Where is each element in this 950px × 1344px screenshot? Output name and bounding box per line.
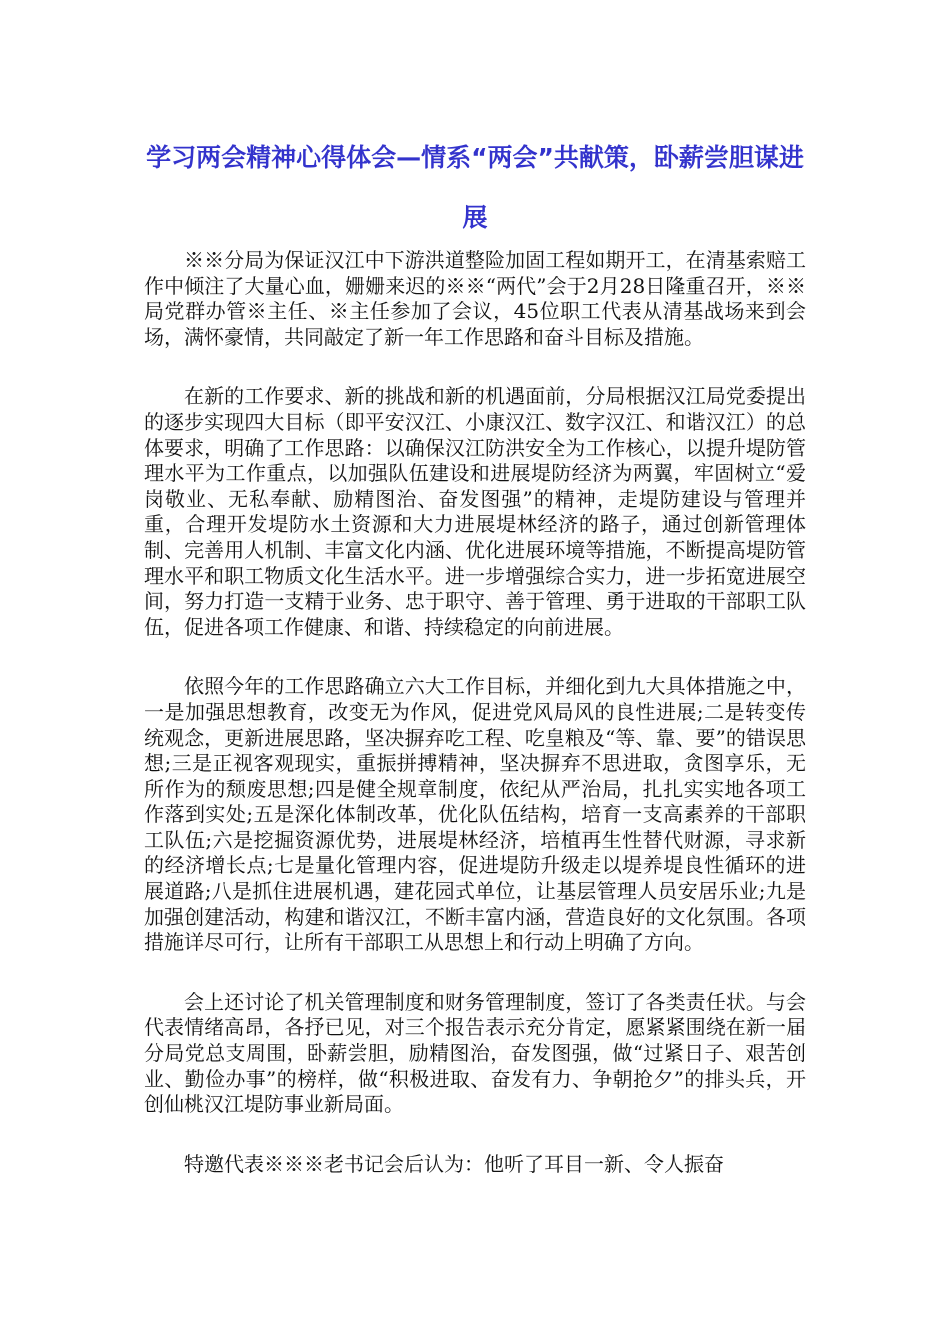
paragraph-5: 特邀代表※※※老书记会后认为：他听了耳目一新、令人振奋 xyxy=(184,1151,724,1176)
paragraph-3: 依照今年的工作思路确立六大工作目标，并细化到九大具体措施之中，一是加强思想教育，改变无为作风，促进党风局风的良性进展;二是转变传统观念，更新进展思路，坚决摒弃吃工程、吃皇粮及“等、靠、要”的错误思想;三是正视客观现实，重振拼搏精神，坚决摒弃不思进取，贪图享乐，无所作为的颓废思想;四是健全规章制度，依纪从严治局，扎扎实实地各项工作落到实处;五是深化体制改革，优化队伍结构，培育一支高素养的干部职工队伍;六是挖掘资源优势，进展堤林经济，培植再生性替代财源，寻求新的经济增长点;七是量化管理内容，促进堤防升级走以堤养堤良性循环的进展道路;八是抓住进展机遇，建花园式单位，让基层管理人员安居乐业;九是加强创建活动，构建和谐汉江，不断丰富内涵，营造良好的文化氛围。各项措施详尽可行，让所有干部职工从思想上和行动上明确了方向。 xyxy=(144,674,806,955)
paragraph-1: ※※分局为保证汉江中下游洪道整险加固工程如期开工，在清基索赔工作中倾注了大量心血，姗姗来迟的※※“两代”会于2月28日隆重召开，※※局党群办管※主任、※主任参加了会议，45位职工代表从清基战场来到会场，满怀豪情，共同敲定了新一年工作思路和奋斗目标及措施。 xyxy=(144,248,806,349)
paragraph-4: 会上还讨论了机关管理制度和财务管理制度，签订了各类责任状。与会代表情绪高昂，各抒已见，对三个报告表示充分肯定，愿紧紧围绕在新一届分局党总支周围，卧薪尝胆，励精图治，奋发图强，做“过紧日子、艰苦创业、勤俭办事”的榜样，做“积极进取、奋发有力、争朝抢夕”的排头兵，开创仙桃汉江堤防事业新局面。 xyxy=(144,989,806,1117)
document-title: 学习两会精神心得体会—情系“两会”共献策，卧薪尝胆谋进展 xyxy=(146,143,804,232)
document-body xyxy=(144,248,806,1211)
paragraph-2: 在新的工作要求、新的挑战和新的机遇面前，分局根据汉江局党委提出的逐步实现四大目标（即平安汉江、小康汉江、数字汉江、和谐汉江）的总体要求，明确了工作思路：以确保汉江防洪安全为工作核心，以提升堤防管理水平为工作重点，以加强队伍建设和进展堤防经济为两翼，牢固树立“爱岗敬业、无私奉献、励精图治、奋发图强”的精神，走堤防建设与管理并重，合理开发堤防水土资源和大力进展堤林经济的路子，通过创新管理体制、完善用人机制、丰富文化内涵、优化进展环境等措施，不断提高堤防管理水平和职工物质文化生活水平。进一步增强综合实力，进一步拓宽进展空间，努力打造一支精于业务、忠于职守、善于管理、勇于进取的干部职工队伍，促进各项工作健康、和谐、持续稳定的向前进展。 xyxy=(144,384,806,639)
